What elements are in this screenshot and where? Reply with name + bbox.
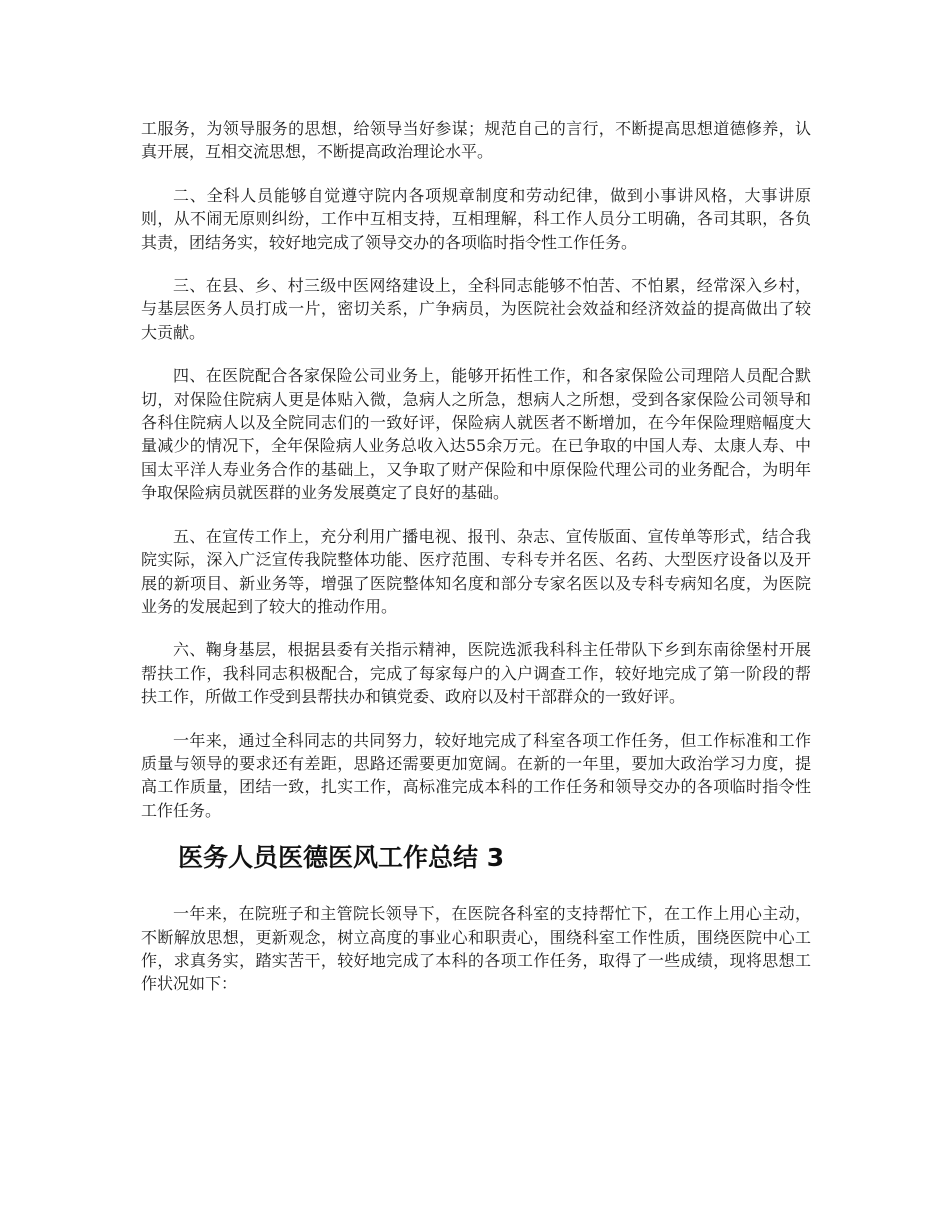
- paragraph: 一年来，在院班子和主管院长领导下，在医院各科室的支持帮忙下，在工作上用心主动，不断解放思想，更新观念，树立高度的事业心和职责心，围绕科室工作性质，围绕医院中心工作，求真务实，踏实苦干，较好地完成了本科的各项工作任务，取得了一些成绩，现将思想工作状况如下：: [141, 904, 811, 994]
- paragraph: 五、在宣传工作上，充分利用广播电视、报刊、杂志、宣传版面、宣传单等形式，结合我院实际，深入广泛宣传我院整体功能、医疗范围、专科专并名医、名药、大型医疗设备以及开展的新项目、新业务等，增强了医院整体知名度和部分专家名医以及专科专病知名度，为医院业务的发展起到了较大的推动作用。: [141, 526, 811, 616]
- paragraph: 三、在县、乡、村三级中医网络建设上，全科同志能够不怕苦、不怕累，经常深入乡村，与基层医务人员打成一片，密切关系，广争病员，为医院社会效益和经济效益的提高做出了较大贡献。: [141, 276, 811, 342]
- paragraph: 二、全科人员能够自觉遵守院内各项规章制度和劳动纪律，做到小事讲风格，大事讲原则，从不闹无原则纠纷，工作中互相支持，互相理解，科工作人员分工明确，各司其职，各负其责，团结务实，较好地完成了领导交办的各项临时指令性工作任务。: [141, 185, 811, 252]
- paragraph: 六、鞠身基层，根据县委有关指示精神，医院选派我科科主任带队下乡到东南徐堡村开展帮扶工作，我科同志积极配合，完成了每家每户的入户调查工作，较好地完成了第一阶段的帮扶工作，所做工作受到县帮扶办和镇党委、政府以及村干部群众的一致好评。: [141, 640, 811, 707]
- document-page: [141, 117, 811, 1016]
- section-3-body: [141, 902, 811, 996]
- section-heading: 医务人员医德医风工作总结 3: [178, 843, 505, 873]
- paragraph: 一年来，通过全科同志的共同努力，较好地完成了科室各项工作任务，但工作标准和工作质量与领导的要求还有差距，思路还需要更加宽阔。在新的一年里，要加大政治学习力度，提高工作质量，团结一致，扎实工作，高标准完成本科的工作任务和领导交办的各项临时指令性工作任务。: [141, 730, 811, 820]
- section-2-body: [141, 117, 811, 822]
- paragraph: 四、在医院配合各家保险公司业务上，能够开拓性工作，和各家保险公司理陪人员配合默切，对保险住院病人更是体贴入微，急病人之所急，想病人之所想，受到各家保险公司领导和各科住院病人以及全院同志们的一致好评，保险病人就医者不断增加，在今年保险理赔幅度大量减少的情况下，全年保险病人业务总收入达55余万元。在已争取的中国人寿、太康人寿、中国太平洋人寿业务合作的基础上，又争取了财产保险和中原保险代理公司的业务配合，为明年争取保险病员就医群的业务发展奠定了良好的基础。: [141, 366, 811, 503]
- paragraph: 工服务，为领导服务的思想，给领导当好参谋；规范自己的言行，不断提高思想道德修养，认真开展，互相交流思想，不断提高政治理论水平。: [141, 119, 811, 162]
